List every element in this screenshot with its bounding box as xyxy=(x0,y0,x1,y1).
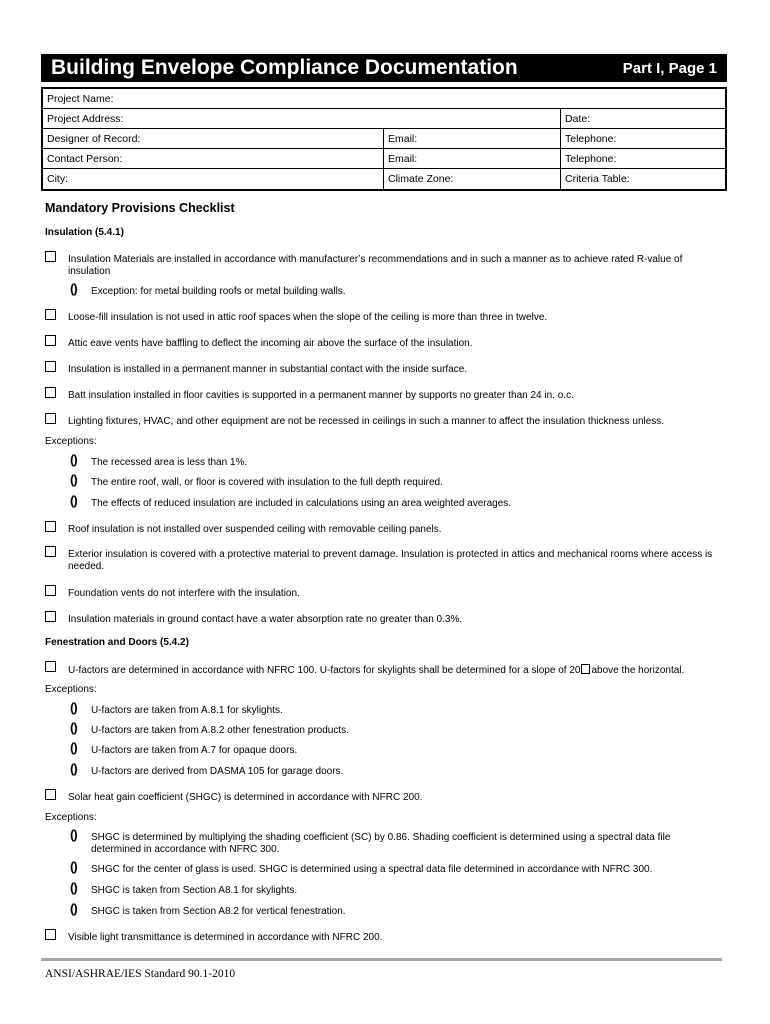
page-indicator: Part I, Page 1 xyxy=(622,60,717,77)
checkbox-icon[interactable] xyxy=(45,521,57,533)
checkbox-icon[interactable] xyxy=(45,413,57,425)
circle-bullet-icon[interactable]: () xyxy=(70,740,77,755)
checkbox-icon[interactable] xyxy=(45,335,57,347)
exception-text: Exception: for metal building roofs or metal building walls. xyxy=(91,286,346,297)
checkbox-icon[interactable] xyxy=(45,387,57,399)
insulation-section-title: Insulation (5.4.1) xyxy=(45,227,124,238)
designer-telephone-field[interactable]: Telephone: xyxy=(560,129,725,148)
city-field[interactable]: City: xyxy=(47,173,68,185)
exception-text: SHGC is determined by multiplying the shading coefficient (SC) by 0.86. Shading coefficient is determined using a spectral data file xyxy=(91,832,671,843)
item-text: Insulation materials in ground contact have a water absorption rate no greater than 0.3%. xyxy=(68,614,463,625)
exception-text: SHGC is taken from Section A8.2 for vertical fenestration. xyxy=(91,906,346,917)
item-text: Foundation vents do not interfere with the insulation. xyxy=(68,588,300,599)
item-text: needed. xyxy=(68,561,105,572)
exception-text: SHGC for the center of glass is used. SHGC is determined using a spectral data file determined in accordance with NFRC 300. xyxy=(91,864,653,875)
item-text: above the horizontal. xyxy=(591,665,685,676)
footer-divider xyxy=(41,958,722,961)
circle-bullet-icon[interactable]: () xyxy=(70,700,77,715)
exceptions-label: Exceptions: xyxy=(45,812,97,823)
designer-email-field[interactable]: Email: xyxy=(383,129,560,148)
item-text: Roof insulation is not installed over suspended ceiling with removable ceiling panels. xyxy=(68,524,442,535)
exception-text: The entire roof, wall, or floor is covered with insulation to the full depth required. xyxy=(91,477,443,488)
climate-zone-field[interactable]: Climate Zone: xyxy=(383,169,560,189)
exception-text: U-factors are taken from A.7 for opaque doors. xyxy=(91,745,298,756)
degree-symbol-box-icon xyxy=(581,664,590,674)
exception-text: The recessed area is less than 1%. xyxy=(91,457,248,468)
designer-field[interactable]: Designer of Record: xyxy=(47,133,141,145)
exceptions-label: Exceptions: xyxy=(45,684,97,695)
form-row-designer xyxy=(43,129,725,149)
circle-bullet-icon[interactable]: () xyxy=(70,472,77,487)
item-text: Exterior insulation is covered with a protective material to prevent damage. Insulation is protected in attics and mechanical rooms where access is xyxy=(68,549,713,560)
form-row-city xyxy=(43,169,725,189)
circle-bullet-icon[interactable]: () xyxy=(70,452,77,467)
document-title: Building Envelope Compliance Documentation xyxy=(51,56,518,79)
form-row-project-name xyxy=(43,89,725,109)
item-text: Insulation Materials are installed in accordance with manufacturer’s recommendations and in such a manner as to achieve rated R-value of xyxy=(68,254,683,265)
checkbox-icon[interactable] xyxy=(45,789,57,801)
circle-bullet-icon[interactable]: () xyxy=(70,880,77,895)
exception-text: U-factors are taken from A.8.2 other fenestration products. xyxy=(91,725,349,736)
circle-bullet-icon[interactable]: () xyxy=(70,761,77,776)
item-text: Batt insulation installed in floor cavities is supported in a permanent manner by supports no greater than 24 in. o.c. xyxy=(68,390,574,401)
checkbox-icon[interactable] xyxy=(45,585,57,597)
item-text: insulation xyxy=(68,266,111,277)
exceptions-label: Exceptions: xyxy=(45,436,97,447)
criteria-table-field[interactable]: Criteria Table: xyxy=(560,169,725,189)
date-field[interactable]: Date: xyxy=(560,109,725,128)
item-text: Attic eave vents have baffling to deflect the incoming air above the surface of the insulation. xyxy=(68,338,473,349)
checkbox-icon[interactable] xyxy=(45,361,57,373)
contact-person-field[interactable]: Contact Person: xyxy=(47,153,123,165)
circle-bullet-icon[interactable]: () xyxy=(70,281,77,296)
circle-bullet-icon[interactable]: () xyxy=(70,901,77,916)
checkbox-icon[interactable] xyxy=(45,611,57,623)
footer-standard: ANSI/ASHRAE/IES Standard 90.1-2010 xyxy=(45,968,236,980)
exception-text: SHGC is taken from Section A8.1 for skylights. xyxy=(91,885,298,896)
checkbox-icon[interactable] xyxy=(45,251,57,263)
item-text: U-factors are determined in accordance with NFRC 100. U-factors for skylights shall be determined for a slope of 20 xyxy=(68,665,581,676)
item-text: Lighting fixtures, HVAC, and other equipment are not be recessed in ceilings in such a manner to affect the insulation thickness unless. xyxy=(68,416,665,427)
contact-telephone-field[interactable]: Telephone: xyxy=(560,149,725,168)
exception-text: U-factors are derived from DASMA 105 for garage doors. xyxy=(91,766,344,777)
checklist-title: Mandatory Provisions Checklist xyxy=(45,201,235,215)
item-text: Loose-fill insulation is not used in attic roof spaces when the slope of the ceiling is more than three in twelve. xyxy=(68,312,548,323)
form-row-project-address xyxy=(43,109,725,129)
fenestration-section-title: Fenestration and Doors (5.4.2) xyxy=(45,637,189,648)
project-address-field[interactable]: Project Address: xyxy=(47,113,124,125)
checkbox-icon[interactable] xyxy=(45,309,57,321)
checkbox-icon[interactable] xyxy=(45,546,57,558)
item-text: Solar heat gain coefficient (SHGC) is determined in accordance with NFRC 200. xyxy=(68,792,423,803)
item-text: Insulation is installed in a permanent manner in substantial contact with the inside surface. xyxy=(68,364,468,375)
checkbox-icon[interactable] xyxy=(45,929,57,941)
form-row-contact xyxy=(43,149,725,169)
item-text: Visible light transmittance is determined in accordance with NFRC 200. xyxy=(68,932,383,943)
project-name-field[interactable]: Project Name: xyxy=(47,93,114,105)
circle-bullet-icon[interactable]: () xyxy=(70,720,77,735)
circle-bullet-icon[interactable]: () xyxy=(70,493,77,508)
exception-text: determined in accordance with NFRC 300. xyxy=(91,844,280,855)
checkbox-icon[interactable] xyxy=(45,661,57,673)
contact-email-field[interactable]: Email: xyxy=(383,149,560,168)
header-bar xyxy=(41,54,727,82)
project-info-form xyxy=(41,87,727,191)
circle-bullet-icon[interactable]: () xyxy=(70,859,77,874)
exception-text: U-factors are taken from A.8.1 for skylights. xyxy=(91,705,283,716)
exception-text: The effects of reduced insulation are included in calculations using an area weighted averages. xyxy=(91,498,512,509)
circle-bullet-icon[interactable]: () xyxy=(70,827,77,842)
